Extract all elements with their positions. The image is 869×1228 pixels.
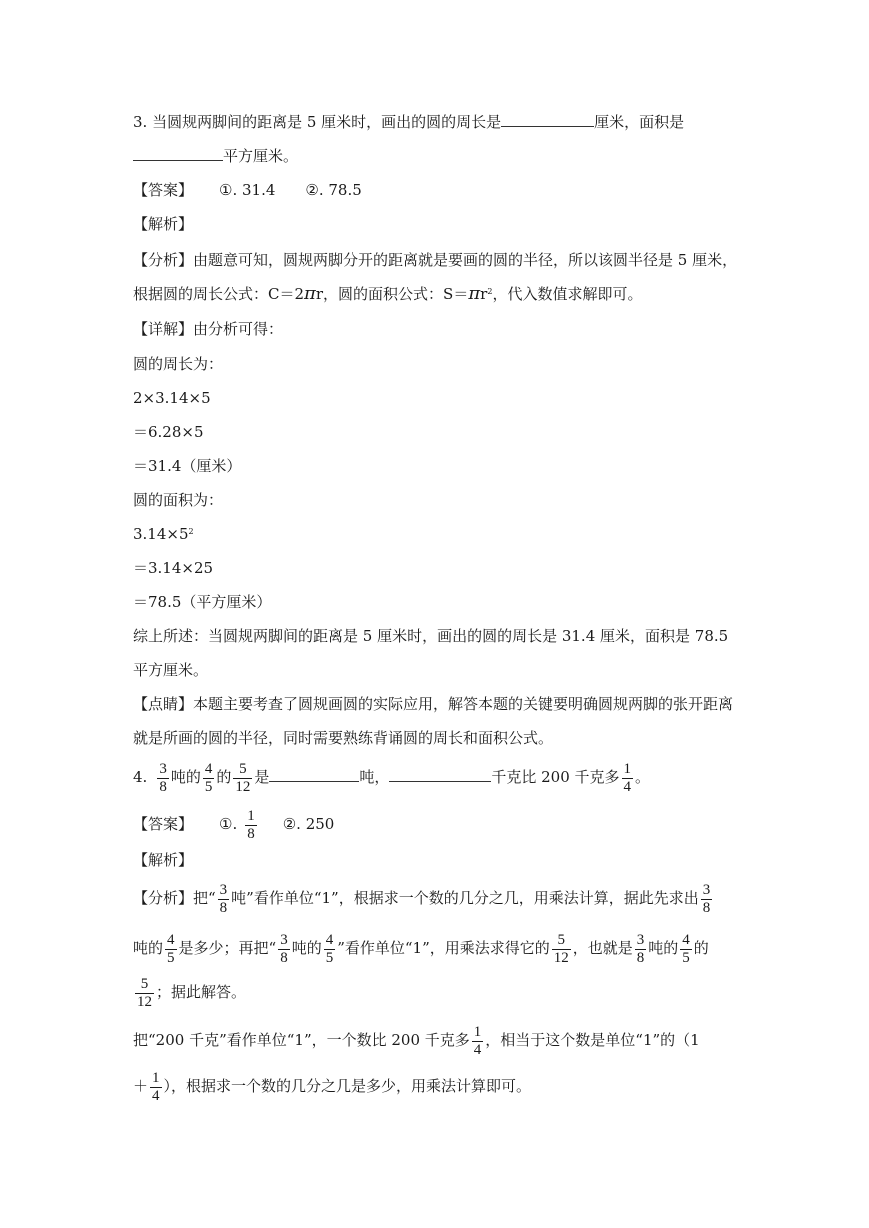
q4-analysis-text: ”看作单位“1”，用乘法求得它的 (337, 939, 550, 957)
q4-analysis-text: 【分析】把“ (133, 889, 216, 907)
q4-number: 4. (133, 768, 148, 786)
q3-comment-line1: 【点睛】本题主要考查了圆规画圆的实际应用，解答本题的关键要明确圆规两脚的张开距离 (133, 695, 734, 713)
q4-analysis-text: 吨的 (648, 939, 679, 957)
q4-blank-2[interactable] (389, 767, 491, 782)
q4-analysis-text: ，相当于这个数是单位“1”的（1 (485, 1031, 700, 1049)
q3-blank-circumference[interactable] (501, 112, 594, 127)
answer-2: ②. 250 (282, 815, 335, 833)
q3-summary-line1: 综上所述：当圆规两脚间的距离是 5 厘米时，画出的圆的周长是 31.4 厘米，面积是 78.5 (133, 627, 729, 645)
q4-analysis-text: 吨”看作单位“1”，根据求一个数的几分之几，用乘法计算，据此先求出 (231, 889, 699, 907)
q3-analysis-text-3: ，代入数值求解即可。 (492, 285, 643, 303)
q4-text: 吨， (359, 768, 390, 786)
q4-analysis-text: ，也就是 (572, 939, 633, 957)
fraction-1-4: $\frac{1}{4}$ (623, 760, 632, 795)
q4-analysis-text: 吨的 (291, 939, 322, 957)
q3-summary-line2: 平方厘米。 (133, 661, 209, 679)
q3-area-title: 圆的面积为： (133, 491, 224, 509)
q3-blank-area[interactable] (133, 146, 223, 161)
q4-text: 是 (254, 768, 270, 786)
q3-analysis-text: 根据圆的周长公式：C＝2 (133, 285, 305, 303)
q4-analysis-text: 把“200 千克”看作单位“1”，一个数比 200 千克多 (133, 1031, 470, 1049)
q3-stem-line2 (133, 146, 298, 166)
q3-calc-s3: ＝78.5（平方厘米） (133, 593, 272, 611)
answer-2: ②. 78.5 (305, 181, 362, 199)
q4-analysis-line3 (133, 972, 246, 1012)
q4-analysis-text: ；据此解答。 (156, 983, 247, 1001)
answer-label: 【答案】 (133, 181, 194, 199)
fraction-3-8: $\frac{3}{8}$ (280, 931, 288, 966)
q4-analysis-text: ），根据求一个数的几分之几是多少，用乘法计算即可。 (163, 1077, 532, 1095)
q3-circumference-title: 圆的周长为： (133, 355, 224, 373)
fraction-4-5: $\frac{4}{5}$ (325, 931, 334, 966)
q3-calc-c3: ＝31.4（厘米） (133, 457, 242, 475)
fraction-4-5: $\frac{4}{5}$ (682, 931, 690, 966)
fraction-3-8: $\frac{3}{8}$ (219, 881, 228, 916)
fraction-4-5: $\frac{4}{5}$ (204, 760, 213, 795)
fraction-3-8: $\frac{3}{8}$ (159, 760, 167, 795)
q4-jiexi-heading: 【解析】 (133, 851, 194, 869)
fraction-5-12: $\frac{5}{12}$ (553, 931, 569, 966)
q4-text: 千克比 200 千克多 (491, 768, 620, 786)
q3-calc-c2: ＝6.28×5 (133, 423, 204, 441)
fraction-5-12: $\frac{5}{12}$ (137, 975, 152, 1010)
q3-analysis-r: r (480, 285, 488, 303)
q4-blank-1[interactable] (269, 767, 359, 782)
q3-analysis-text-2: r，圆的面积公式：S＝ (315, 285, 469, 303)
q4-text: 的 (216, 768, 232, 786)
q3-calc-c1: 2×3.14×5 (133, 389, 211, 407)
q3-comment-line2: 就是所画的圆的半径，同时需要熟练背诵圆的周长和面积公式。 (133, 729, 554, 747)
fraction-1-4: $\frac{1}{4}$ (473, 1023, 482, 1058)
q4-analysis-line1 (133, 878, 714, 918)
q4-stem (133, 758, 650, 796)
fraction-3-8: $\frac{3}{8}$ (636, 931, 645, 966)
q4-analysis-text: 是多少；再把“ (178, 939, 277, 957)
fraction-5-12: $\frac{5}{12}$ (235, 760, 251, 795)
q3-jiexi-heading: 【解析】 (133, 215, 194, 233)
q4-analysis-text: 吨的 (133, 939, 164, 957)
answer-label: 【答案】 (133, 815, 194, 833)
answer-1: ①. (219, 815, 238, 833)
q4-analysis-text: ＋ (133, 1077, 149, 1095)
q3-calc-s1-text: 3.14×5 (133, 525, 189, 543)
fraction-3-8: $\frac{3}{8}$ (702, 881, 711, 916)
answer-1: ①. 31.4 (219, 181, 276, 199)
q3-answer (133, 180, 362, 200)
q4-text: 。 (635, 768, 651, 786)
q3-analysis-line2 (133, 284, 642, 304)
q3-analysis-line1: 【分析】由题意可知，圆规两脚分开的距离就是要画的圆的半径，所以该圆半径是 5 厘米， (133, 251, 738, 269)
q4-analysis-line5 (133, 1066, 531, 1106)
q4-text: 吨的 (170, 768, 201, 786)
superscript-2: 2 (487, 287, 493, 296)
q3-stem-text-3: 平方厘米。 (223, 147, 299, 165)
q4-analysis-line4 (133, 1020, 700, 1060)
fraction-1-4: $\frac{1}{4}$ (152, 1069, 160, 1104)
q4-analysis-text: 的 (693, 939, 709, 957)
q4-answer (133, 805, 334, 843)
pi-symbol-2: π (468, 283, 481, 304)
fraction-1-8: $\frac{1}{8}$ (247, 807, 255, 842)
q3-stem-text: 3. 当圆规两脚间的距离是 5 厘米时，画出的圆的周长是 (133, 113, 502, 131)
q3-calc-s2: ＝3.14×25 (133, 559, 214, 577)
q3-calc-s1 (133, 524, 194, 544)
q3-detail-heading: 【详解】由分析可得： (133, 320, 284, 338)
superscript-2: 2 (188, 527, 194, 536)
q3-stem-text-2: 厘米，面积是 (594, 113, 685, 131)
q3-stem-line1 (133, 112, 684, 132)
q4-analysis-line2 (133, 928, 709, 968)
pi-symbol: π (304, 283, 316, 304)
fraction-4-5: $\frac{4}{5}$ (167, 931, 175, 966)
